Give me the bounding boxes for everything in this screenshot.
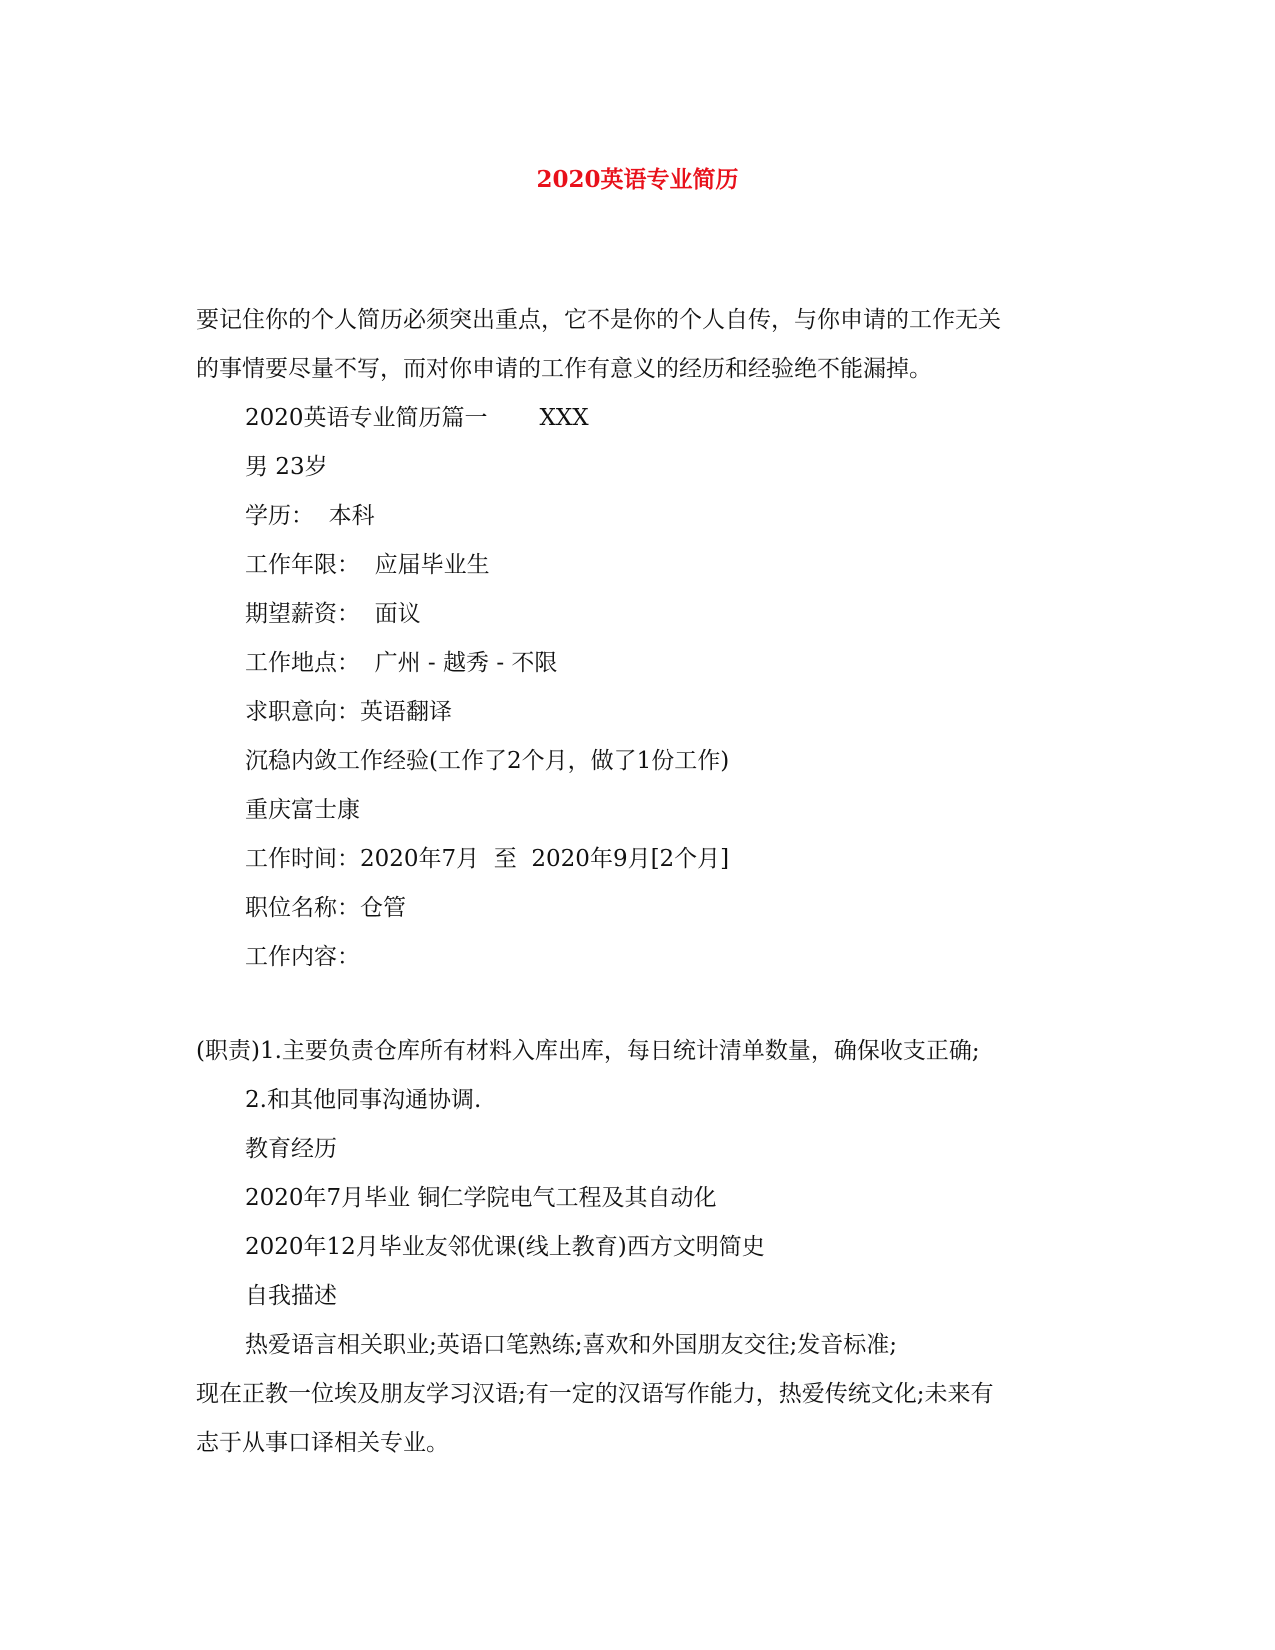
resume-heading-line [196, 394, 1076, 443]
document-title: 2020英语专业简历 [536, 166, 739, 193]
company-name: 重庆富士康 [245, 797, 360, 823]
resume-heading: 2020英语专业简历篇一 [245, 405, 488, 431]
position-name: 职位名称：仓管 [245, 895, 406, 921]
education-item-1: 2020年7月毕业 铜仁学院电气工程及其自动化 [245, 1185, 717, 1211]
work-years: 工作年限： 应届毕业生 [245, 552, 490, 578]
job-intention: 求职意向：英语翻译 [245, 699, 452, 725]
self-description-heading: 自我描述 [245, 1283, 337, 1309]
education-item-2: 2020年12月毕业友邻优课(线上教育)西方文明简史 [245, 1234, 765, 1260]
work-content-label: 工作内容： [245, 944, 360, 970]
gender-age: 男 23岁 [245, 454, 328, 480]
intro-line-1: 要记住你的个人简历必须突出重点，它不是你的个人自传，与你申请的工作无关 [196, 307, 1001, 333]
experience-summary: 沉稳内敛工作经验(工作了2个月，做了1份工作) [245, 748, 730, 774]
candidate-name: XXX [539, 405, 589, 431]
intro-line-2: 的事情要尽量不写，而对你申请的工作有意义的经历和经验绝不能漏掉。 [196, 356, 932, 382]
self-description-line-3: 志于从事口译相关专业。 [196, 1430, 449, 1456]
expected-salary: 期望薪资： 面议 [245, 601, 421, 627]
education-level: 学历： 本科 [245, 503, 375, 529]
work-time: 工作时间：2020年7月 至 2020年9月[2个月] [245, 846, 730, 872]
document-body [196, 296, 1076, 1468]
self-description-line-2: 现在正教一位埃及朋友学习汉语;有一定的汉语写作能力，热爱传统文化;未来有 [196, 1381, 994, 1407]
self-description-line-1: 热爱语言相关职业;英语口笔熟练;喜欢和外国朋友交往;发音标准; [245, 1332, 897, 1358]
education-heading: 教育经历 [245, 1136, 337, 1162]
duty-line-2: 2.和其他同事沟通协调. [245, 1087, 482, 1113]
work-location: 工作地点： 广州 - 越秀 - 不限 [245, 650, 558, 676]
duty-line-1: (职责)1.主要负责仓库所有材料入库出库，每日统计清单数量，确保收支正确; [196, 1038, 980, 1064]
